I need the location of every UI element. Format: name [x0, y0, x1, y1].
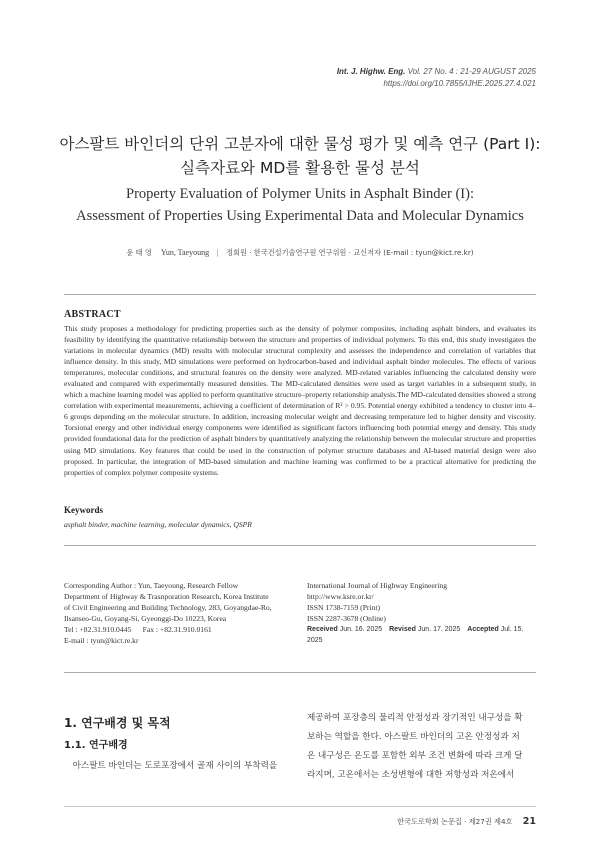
issn-online: ISSN 2287-3678 (Online): [307, 614, 386, 624]
page-footer: [397, 816, 536, 827]
author-line: [0, 248, 600, 258]
journal-citation: Int. J. Highw. Eng. Vol. 27 No. 4 : 21-29 AUGUST 2025: [336, 67, 536, 76]
body-text-left: 아스팔트 바인더는 도로포장에서 골재 사이의 부착력을: [72, 761, 278, 771]
journal-header: [337, 66, 536, 90]
divider-keywords: [64, 545, 536, 546]
title-english: [0, 183, 600, 227]
issn-print: ISSN 1738-7159 (Print): [307, 603, 380, 613]
correspondence-line: Department of Highway & Trasnporation Research, Korea Institute: [64, 592, 269, 602]
author-separator: |: [216, 248, 219, 257]
doi-link[interactable]: https://doi.org/10.7855/IJHE.2025.27.4.021: [383, 79, 536, 88]
page-number: 21: [522, 816, 536, 827]
publication-dates: [307, 624, 539, 646]
accepted-date: Jul. 15. 2025: [307, 626, 524, 645]
author-name-english: Yun, Taeyoung: [160, 248, 210, 257]
accepted-label: Accepted: [467, 626, 499, 634]
body-text-line: 제공하여 포장층의 물리적 안정성과 장기적인 내구성을 확: [307, 713, 523, 723]
title-english-line1: Property Evaluation of Polymer Units in Asphalt Binder (I):: [126, 186, 474, 202]
journal-name: International Journal of Highway Engineering: [307, 581, 448, 590]
body-text-right: [307, 709, 539, 785]
keywords-heading: Keywords: [64, 505, 103, 515]
divider-body: [64, 672, 536, 673]
correspondence-email[interactable]: E-mail : tyun@kict.re.kr: [64, 636, 139, 646]
title-korean-line2: 실측자료와 MD를 활용한 물성 분석: [180, 159, 420, 177]
revised-label: Revised: [389, 626, 416, 634]
title-korean-line1: 아스팔트 바인더의 단위 고분자에 대한 물성 평가 및 예측 연구 (Part I):: [59, 135, 541, 153]
abstract-heading: ABSTRACT: [64, 309, 121, 320]
divider-top: [64, 294, 536, 295]
correspondence-line: Corresponding Author : Yun, Taeyoung, Research Fellow: [64, 581, 239, 590]
journal-info-block: [307, 580, 539, 647]
section-heading: 1. 연구배경 및 목적: [64, 716, 171, 730]
correspondence-line: Tel : +82.31.910.0445 Fax : +82.31.910.0161: [64, 625, 212, 635]
body-text-line: 보하는 역할을 한다. 아스팔트 바인더의 고온 안정성과 저: [307, 732, 520, 742]
correspondence-block: [64, 580, 296, 647]
revised-date: Jun. 17. 2025: [417, 626, 461, 634]
abstract-text: This study proposes a methodology for predicting properties such as the density of polymer composites, including asphalt binders, and evaluates its feasibility by identifying the quantitative relationship between the structure and properties of individual polymers. To this end, this study investigates the variations in molecular dynamics (MD) results with molecular structural complexity and assesses the independence and correlation of variables that influence density. In this study, MD simulations were performed on hydrocarbon-based and individual asphalt binder molecules. The effects of various temperatures, molecular conditions, and structural features on the density were analyzed. MD-related variables influencing the calculated density were evaluated and compared with experimentally measured densities. The MD-calculated densities were used as target variables in a subsequent study, in which a machine learning model was applied to perform quantitative structure–property relationship analysis.The MD-calculated densities showed a strong correlation with experimental measurements, achieving a coefficient of determination of R² > 0.95. Potential energy exhibited a tendency to cluster into 4–6 groups depending on the molecular structure. In addition, increasing molecular weight and decreasing temperature led to higher density and viscosity. Torsional energy and other individual energy components were identified as significant factors influencing both potential energy and density. This study provided foundational data for the prediction of asphalt binders by quantitatively analyzing the relationship between the molecular structure and properties using MD simulations. Key features that could be used in the construction of polymer structure databases and AI-based material design were also proposed. In particular, the integration of MD-based simulation and machine learning was confirmed to be a practical alternative for predicting the properties of complex polymer composite systems.: [64, 324, 536, 477]
correspondence-line: of Civil Engineering and Building Technology, 283, Goyangdae-Ro,: [64, 603, 272, 613]
author-affiliation: 정회원 · 한국건설기술연구원 연구위원 · 교신저자 (E-mail : tyun@kict.re.kr): [226, 248, 474, 257]
received-label: Received: [307, 626, 338, 634]
footer-journal-label: 한국도로학회 논문집 · 제27권 제4호: [397, 817, 513, 826]
body-text-line: 라지며, 고온에서는 소성변형에 대한 저항성과 저온에서: [307, 770, 515, 780]
body-text-line: 온 내구성은 온도를 포함한 외부 조건 변화에 따라 크게 달: [307, 751, 523, 761]
title-english-line2: Assessment of Properties Using Experimental Data and Molecular Dynamics: [76, 208, 524, 224]
keywords-text: asphalt binder, machine learning, molecular dynamics, QSPR: [64, 520, 252, 529]
received-date: Jun. 16. 2025: [339, 626, 383, 634]
title-korean: [0, 132, 600, 180]
author-name-korean: 윤 태 영: [126, 248, 152, 257]
correspondence-line: Ilsanseo-Gu, Goyang-Si, Gyeonggi-Do 10223, Korea: [64, 614, 227, 624]
subsection-heading: 1.1. 연구배경: [64, 740, 128, 751]
divider-footer: [64, 806, 536, 807]
journal-url[interactable]: http://www.ksre.or.kr/: [307, 592, 374, 602]
